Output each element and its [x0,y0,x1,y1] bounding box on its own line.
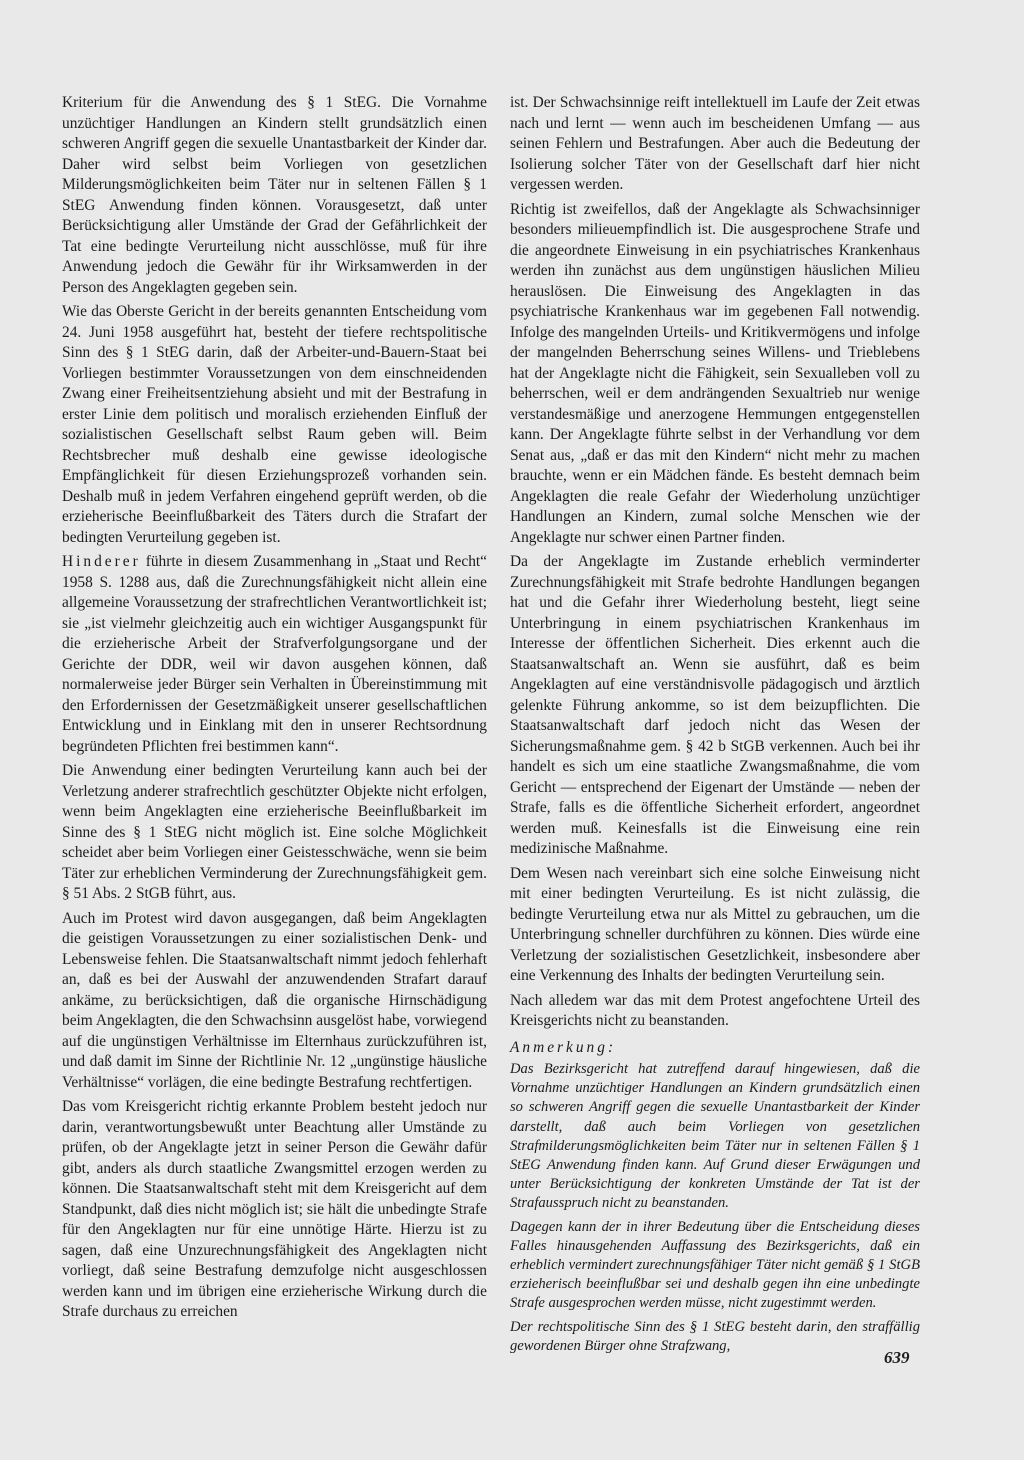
paragraph: Dem Wesen nach vereinbart sich eine solche Einweisung nicht mit einer bedingten Verurteilung. Es ist nicht zulässig, die bedingte Verurteilung etwa nur als Mittel zu gebrauchen, um die Unterbringung schneller durchführen zu können. Dies würde eine Verletzung der sozialistischen Gesetzlichkeit, insbesondere aber eine Verkennung des Inhalts der bedingten Verurteilung sein. [510,864,920,984]
note-paragraph: Das Bezirksgericht hat zutreffend darauf hingewiesen, daß die Vornahme unzüchtiger Handlungen an Kindern grundsätzlich einen so schweren Angriff gegen die sexuelle Unantastbarkeit der Kinder darstellt, daß auch beim Vorliegen von gesetzlichen Strafmilderungsmöglichkeiten beim Täter nur in seltenen Fällen § 1 StEG Anwendung finden kann. Auf Grund dieser Erwägungen und unter Berücksichtigung der konkreten Umstände der Tat ist der Strafausspruch nicht zu beanstanden. [510,1061,920,1212]
paragraph [62,552,487,757]
note-paragraph: Dagegen kann der in ihrer Bedeutung über die Entscheidung dieses Falles hinausgehenden Auffassung des Bezirksgerichts, daß ein erheblich vermindert zurechnungsfähiger Täter nicht gemäß § 1 StGB erzieherisch beeinflußbar sei und deshalb gegen ihn eine unbedingte Strafe ausgesprochen werden müsse, nicht zugestimmt werden. [510,1218,920,1312]
note-heading: Anmerkung: [510,1038,617,1056]
paragraph: Da der Angeklagte im Zustande erheblich verminderter Zurechnungsfähigkeit mit Strafe bedrohte Handlungen begangen hat und die Gefahr ihrer Wiederholung besteht, liegt seine Unterbringung in einem psychiatrischen Krankenhaus im Interesse der öffentlichen Sicherheit. Dies erkennt auch die Staatsanwaltschaft an. Wenn sie ausführt, daß es beim Angeklagten auf eine verständnisvolle pädagogisch und ärztlich gelenkte Führung ankomme, so ist dem beizupflichten. Die Staatsanwaltschaft darf jedoch nicht das Wesen der Sicherungsmaßnahme gem. § 42 b StGB verkennen. Auch bei ihr handelt es sich um eine staatliche Zwangsmaßnahme, die vom Gericht — entsprechend der Eigenart der Umstände — neben der Strafe, falls es die öffentliche Sicherheit erfordert, angeordnet werden muß. Keinesfalls ist die Einweisung eine rein medizinische Maßnahme. [510,553,920,857]
note-section [510,1060,920,1356]
paragraph: Das vom Kreisgericht richtig erkannte Problem besteht jedoch nur darin, verantwortungsbewußt unter Beachtung aller Umstände zu prüfen, ob der Angeklagte jetzt in seiner Person die Gewähr dafür gibt, anders als durch staatliche Zwangsmittel erzogen werden zu können. Die Staatsanwaltschaft steht mit dem Kreisgericht auf dem Standpunkt, daß dies nicht möglich ist; sie hält die unbedingte Strafe für den Angeklagten nur für eine unnötige Härte. Hierzu ist zu sagen, daß eine Unzurechnungsfähigkeit des Angeklagten nicht vorliegt, daß seine Bestrafung demzufolge nicht ausgeschlossen werden kann und im übrigen eine erzieherische Wirkung durch die Strafe durchaus zu erreichen [62,1098,487,1320]
paragraph: ist. Der Schwachsinnige reift intellektuell im Laufe der Zeit etwas nach und lernt — wenn auch im bescheidenen Umfang — aus seinen Fehlern und Bestrafungen. Aber auch die Bedeutung der Isolierung solcher Täter von der Gesellschaft darf hier nicht vergessen werden. [510,94,920,193]
page-number: 639 [884,1348,910,1367]
paragraph-text: führte in diesem Zusammenhang in „Staat und Recht“ 1958 S. 1288 aus, daß die Zurechnungsfähigkeit nicht allein eine allgemeine Voraussetzung der strafrechtlichen Verantwortlichkeit ist; sie „ist vielmehr gleichzeitig auch ein wichtiger Ausgangspunkt für die erzieherische Arbeit der Strafverfolgungsorgane und der Gerichte der DDR, weil wir davon ausgehen können, daß normalerweise jeder Bürger sein Verhalten in Übereinstimmung mit den Erfordernissen der Gesetzmäßigkeit unserer gesellschaftlichen Entwicklung und in Einklang mit den in unserer Rechtsordnung begründeten Pflichten frei bestimmen kann“. [62,553,487,755]
paragraph: Kriterium für die Anwendung des § 1 StEG. Die Vornahme unzüchtiger Handlungen an Kindern stellt grundsätzlich einen schweren Angriff gegen die sexuelle Unantastbarkeit der Kinder dar. Daher wird selbst beim Vorliegen von gesetzlichen Milderungsmöglichkeiten beim Täter nur in seltenen Fällen § 1 StEG Anwendung finden können. Vorausgesetzt, daß unter Berücksichtigung aller Umstände der Grad der Gefährlichkeit der Tat eine bedingte Verurteilung nicht ausschlösse, muß für ihre Anwendung jedoch die Gewähr für ihr Wirksamwerden in der Person des Angeklagten gegeben sein. [62,94,487,296]
note-paragraph: Der rechtspolitische Sinn des § 1 StEG besteht darin, den straffällig gewordenen Bürger ohne Strafzwang, [510,1318,920,1354]
paragraph: Nach alledem war das mit dem Protest angefochtene Urteil des Kreisgerichts nicht zu beanstanden. [510,991,920,1029]
right-column [510,93,920,1360]
paragraph: Richtig ist zweifellos, daß der Angeklagte als Schwachsinniger besonders milieuempfindlich ist. Die ausgesprochene Strafe und die angeordnete Einweisung in ein psychiatrisches Krankenhaus werden ihn zunächst aus dem ungünstigen häuslichen Milieu herauslösen. Die Einweisung des Angeklagten in das psychiatrische Krankenhaus war im gegebenen Fall notwendig. Infolge des mangelnden Urteils- und Kritikvermögens und infolge der mangelnden Beherrschung seines Willens- und Trieblebens hat der Angeklagte nicht die Fähigkeit, sein Sexualleben voll zu beherrschen, weil er dem andrängenden Sexualtrieb nur wenige verstandesmäßige und anerzogene Hemmungen entgegenstellen kann. Der Angeklagte führte selbst in der Verhandlung vor dem Senat aus, „daß er das mit den Kindern“ nicht mehr zu machen brauchte, wenn er ein Mädchen fände. Es besteht demnach beim Angeklagten die reale Gefahr der Wiederholung unzüchtiger Handlungen an Kindern, zumal solche Menschen wie der Angeklagte nur schwer einen Partner finden. [510,200,920,546]
paragraph: Auch im Protest wird davon ausgegangen, daß beim Angeklagten die geistigen Voraussetzungen zu einer sozialistischen Denk- und Lebensweise fehlen. Die Staatsanwaltschaft nimmt jedoch fehlerhaft an, daß es bei der Auswahl der anzuwendenden Strafart darauf ankäme, zu berücksichtigen, daß die organische Hirnschädigung beim Angeklagten, die den Schwachsinn ausgelöst habe, vorwiegend auf die ungünstigen Verhältnisse im Elternhaus zurückzuführen ist, und daß damit im Sinne der Richtlinie Nr. 12 „ungünstige häusliche Verhältnisse“ vorlägen, die eine bedingte Bestrafung rechtfertigen. [62,909,487,1091]
paragraph: Wie das Oberste Gericht in der bereits genannten Entscheidung vom 24. Juni 1958 ausgeführt hat, besteht der tiefere rechtspolitische Sinn des § 1 StEG darin, daß der Arbeiter-und-Bauern-Staat bei Vorliegen bestimmter Voraussetzungen von dem einschneidenden Zwang einer Freiheitsentziehung absieht und mit der Bestrafung in erster Linie dem politisch und moralisch erziehenden Einfluß der sozialistischen Gesellschaft selbst Raum geben will. Beim Rechtsbrecher muß deshalb eine gewisse ideologische Empfänglichkeit für diesen Erziehungsprozeß vorhanden sein. Deshalb muß in jedem Verfahren eingehend geprüft werden, ob die erzieherische Beeinflußbarkeit des Täters durch die Strafart der bedingten Verurteilung gegeben ist. [62,303,487,546]
author-name: Hinderer [62,553,141,570]
paragraph: Die Anwendung einer bedingten Verurteilung kann auch bei der Verletzung anderer strafrechtlich geschützter Objekte nicht erfolgen, wenn beim Angeklagten eine erzieherische Beeinflußbarkeit im Sinne des § 1 StEG nicht möglich ist. Eine solche Möglichkeit scheidet aber beim Vorliegen einer Geistesschwäche, wenn sie beim Täter zur erheblichen Verminderung der Zurechnungsfähigkeit gem. § 51 Abs. 2 StGB führt, aus. [62,762,487,902]
left-column [62,93,487,1327]
